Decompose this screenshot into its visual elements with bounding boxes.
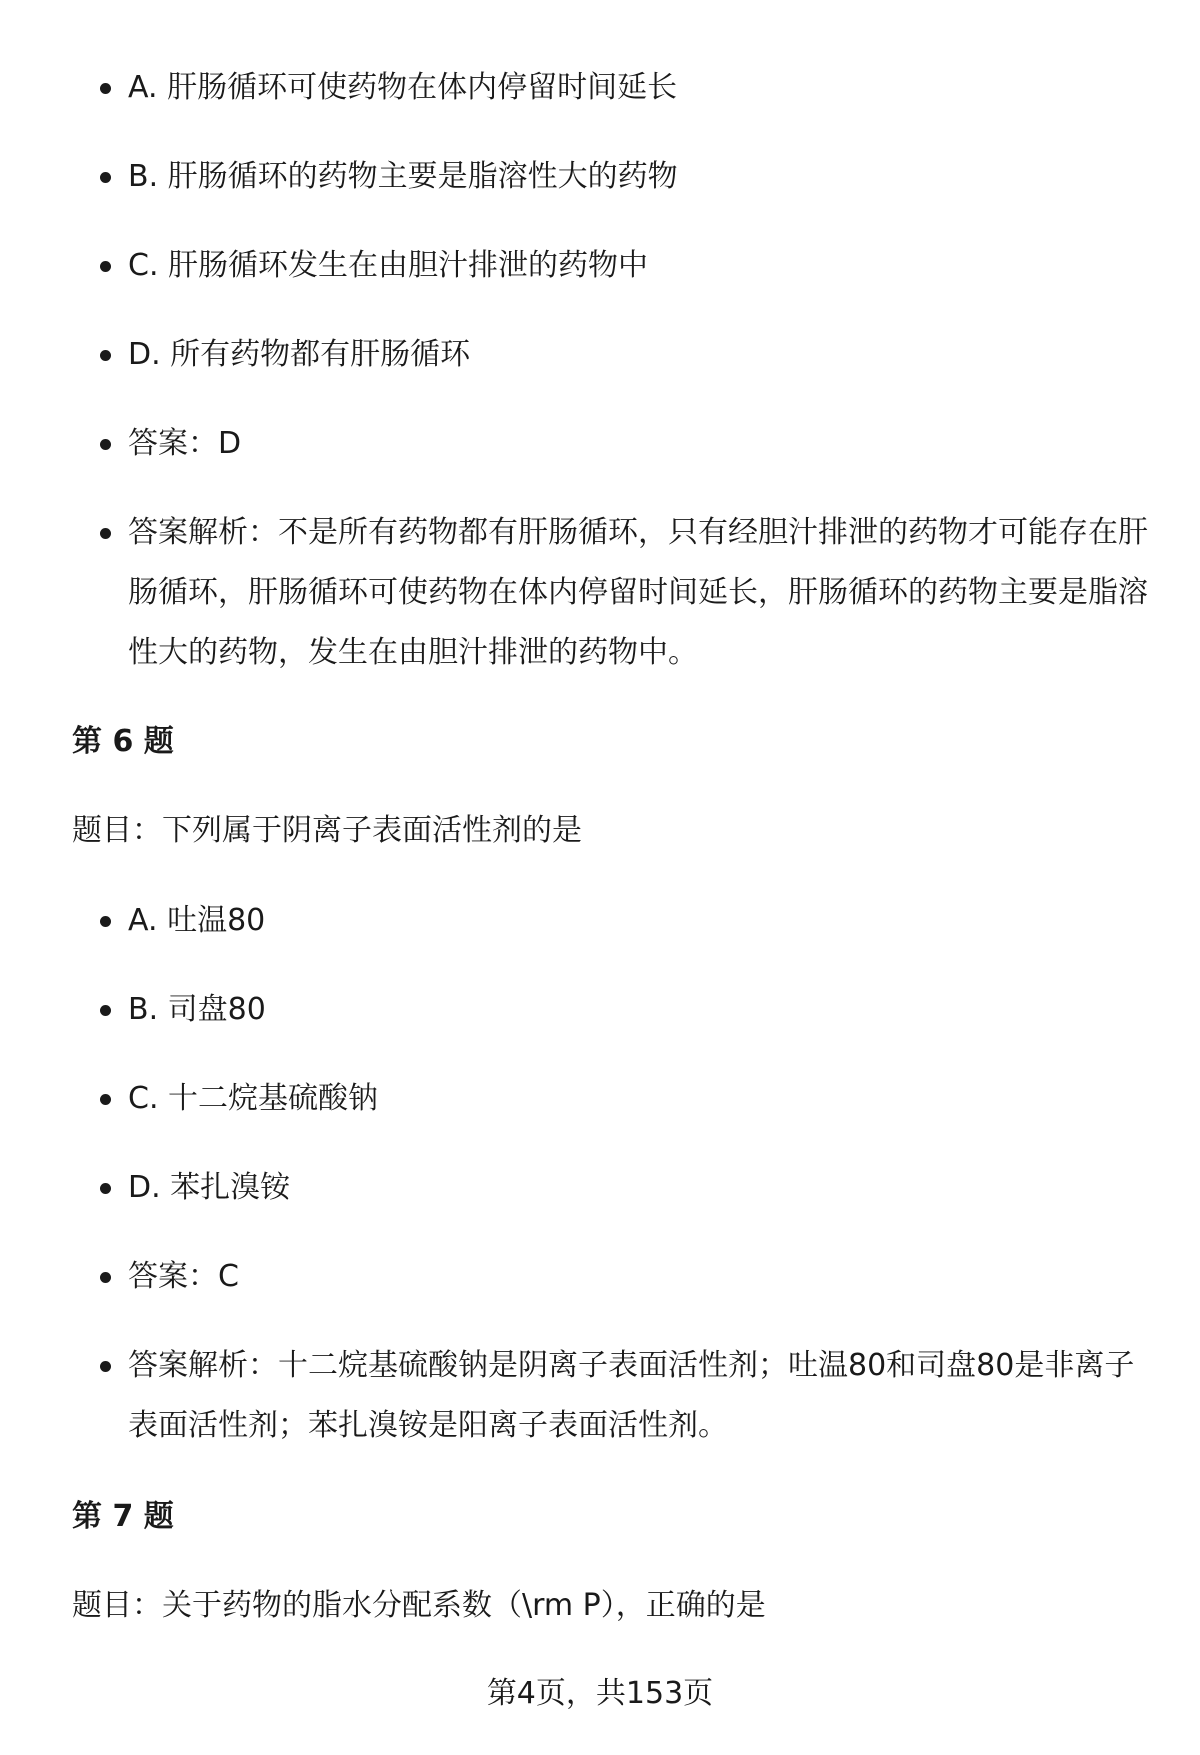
question-7-heading: 第 7 题 xyxy=(72,1499,174,1534)
option-c: C. 肝肠循环发生在由胆汁排泄的药物中 xyxy=(128,236,1158,296)
question-6-heading: 第 6 题 xyxy=(72,724,174,759)
answer-explanation: 答案解析：十二烷基硫酸钠是阴离子表面活性剂；吐温80和司盘80是非离子表面活性剂；苯扎溴铵是阳离子表面活性剂。 xyxy=(128,1336,1158,1456)
question-7-stem: 题目：关于药物的脂水分配系数（\rm P），正确的是 xyxy=(72,1588,766,1623)
option-a: A. 吐温80 xyxy=(128,891,1158,951)
option-a: A. 肝肠循环可使药物在体内停留时间延长 xyxy=(128,58,1158,118)
option-b: B. 司盘80 xyxy=(128,980,1158,1040)
page-indicator: 第4页，共153页 xyxy=(486,1676,714,1711)
option-d: D. 苯扎溴铵 xyxy=(128,1158,1158,1218)
option-c: C. 十二烷基硫酸钠 xyxy=(128,1069,1158,1129)
question-6-stem: 题目：下列属于阴离子表面活性剂的是 xyxy=(72,813,582,848)
answer-explanation: 答案解析：不是所有药物都有肝肠循环，只有经胆汁排泄的药物才可能存在肝肠循环，肝肠循环可使药物在体内停留时间延长，肝肠循环的药物主要是脂溶性大的药物，发生在由胆汁排泄的药物中。 xyxy=(128,503,1158,683)
answer: 答案：C xyxy=(128,1247,1158,1307)
option-b: B. 肝肠循环的药物主要是脂溶性大的药物 xyxy=(128,147,1158,207)
option-d: D. 所有药物都有肝肠循环 xyxy=(128,325,1158,385)
answer: 答案：D xyxy=(128,414,1158,474)
